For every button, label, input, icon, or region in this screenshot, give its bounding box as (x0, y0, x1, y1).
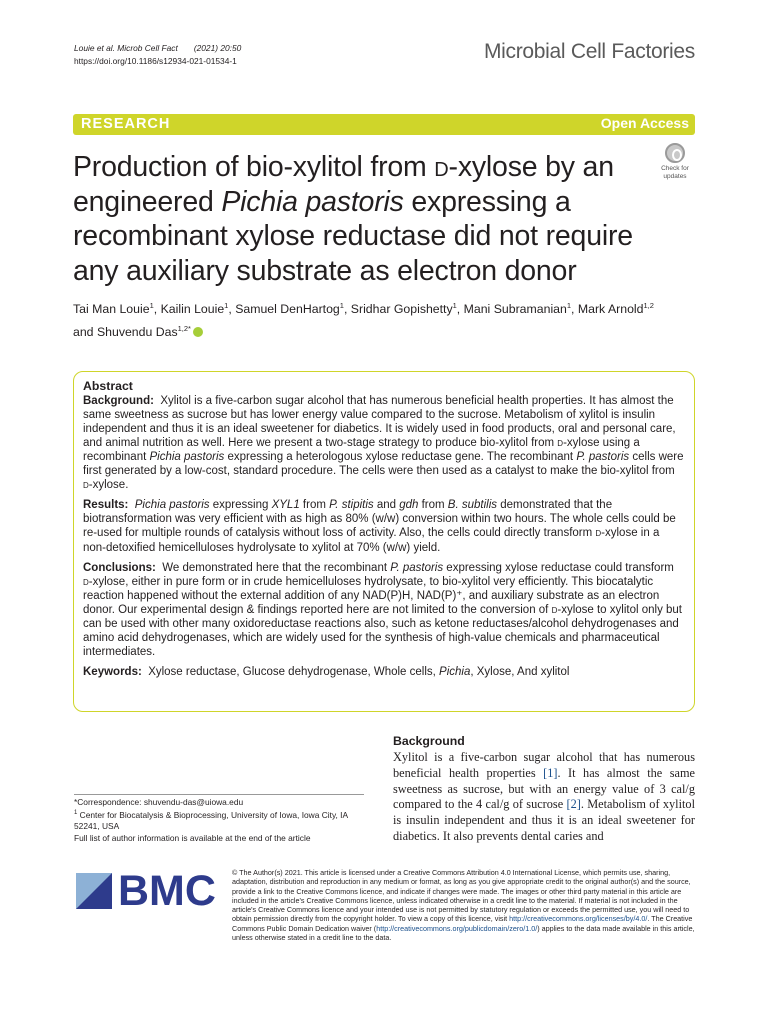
affiliation-note: $^1$ Center for Biocatalysis & Bioprocessing, University of Iowa, Iowa City, IA 52241, USA (74, 810, 348, 832)
author-list: Tai Man Louie$^1$, Kailin Louie$^1$, Samuel DenHartog$^1$, Sridhar Gopishetty$^1$, Mani Subramanian$^1$, Mark Arnold$^{1,2}$ and Shuvendu Das$^{1,2*}$ (73, 301, 654, 340)
doi-link[interactable]: https://doi.org/10.1186/s12934-021-01534-1 (74, 56, 237, 66)
license-link[interactable]: http://creativecommons.org/licenses/by/4.0/ (509, 914, 648, 924)
check-for-updates-badge[interactable] (655, 141, 695, 181)
author: Samuel DenHartog$^1$ (235, 301, 344, 317)
author: Tai Man Louie$^1$ (73, 301, 154, 317)
abstract-results: Results: Pichia pastoris expressing XYL1 from P. stipitis and gdh from B. subtilis demonstrated that the biotransformation was very efficient with as high as 80% (w/w) conversion within two hours. The whole cells could be re-used for multiple rounds of catalysis without loss of activity. Also, the cells could directly transform d-xylose in a non-detoxified hemicelluloses hydrolysate to xylitol at 70% (w/w) yield. (83, 499, 676, 554)
public-domain-link[interactable]: http://creativecommons.org/publicdomain/zero/1.0/ (376, 923, 538, 933)
abstract-conclusions: Conclusions: We demonstrated here that the recombinant P. pastoris expressing xylose reductase could transform d-xylose, either in pure form or in crude hemicelluloses hydrolysate, to bio-xylitol very efficiently. This biocatalytic reaction happened without the external addition of any NAD(P)H, NAD(P)⁺, and auxiliary substrate as an electron donor. Our experimental design & findings reported here are not limited to the conversion of d-xylose to xylitol only but can be used with other many oxidoreductase reactions also, such as ketone reductases/alcohol dehydrogenases and amino acid dehydrogenases, which are widely used for the synthesis of high-value chemicals and pharmaceutical intermediates. (83, 561, 682, 658)
license-text: © The Author(s) 2021. This article is licensed under a Creative Commons Attribution 4.0 International License, which permits use, sharing, adaptation, distribution and reproduction in any medium or format, as long as you give appropriate credit to the original author(s) and the source, provide a link to the Creative Commons licence, and indicate if changes were made. The images or other third party material in this article are included in the article's Creative Commons licence, unless indicated otherwise in a credit line to the material. If material is not included in the article's Creative Commons licence and your intended use is not permitted by statutory regulation or exceeds the permitted use, you will need to obtain permission directly from the copyright holder. To view a copy of this licence, visit http://creativecommons.org/licenses/by/4.0/. The Creative Commons Public Domain Dedication waiver (http://creativecommons.org/publicdomain/zero/1.0/) applies to the data made available in this article, unless otherwise stated in a credit line to the data. (232, 868, 695, 942)
reference-link[interactable]: [1] (543, 765, 558, 780)
author: Shuvendu Das$^{1,2*}$ (96, 324, 191, 340)
body-paragraph: Xylitol is a five-carbon sugar alcohol that has numerous beneficial health properties [1]. It has almost the same sweetness as sucrose, but with an energy value of 3 cal/g compared to the 4 cal/g of sucrose [2]. Metabolism of xylitol is insulin independent and thus it is an ideal sweetener for diabetics. It also prevents dental caries and (393, 750, 695, 843)
article-citation (74, 42, 257, 68)
section-label: RESEARCH (81, 116, 171, 132)
bmc-logo-text: BMC (118, 867, 216, 915)
open-access-label: Open Access (600, 115, 689, 131)
section-banner (73, 114, 695, 135)
article-title: Production of bio-xylitol from d-xylose by an engineered Pichia pastoris expressing a recombinant xylose reductase did not require any auxiliary substrate as electron donor (73, 151, 633, 287)
abstract-heading: Abstract (83, 379, 133, 393)
abstract-background: Background: Xylitol is a five-carbon sugar alcohol that has numerous beneficial health properties. It has almost the same sweetness as sucrose but has lower energy value compared to the sucrose. Metabolism of xylitol is insulin independent and thus it is an ideal sweetener for diabetics. It is widely used in food products, oral and personal care, and animal nutrition as well. Here we present a two-stage strategy to produce bio-xylitol from d-xylose using a recombinant Pichia pastoris expressing a heterologous xylose reductase gene. The recombinant P. pastoris cells were first generated by a low-cost, standard procedure. The cells were then used as a catalyst to make the bio-xylitol from d-xylose. (83, 395, 684, 492)
author: Kailin Louie$^1$ (160, 301, 229, 317)
bmc-logo-icon (76, 873, 112, 909)
author-info-note: Full list of author information is available at the end of the article (74, 832, 311, 843)
section-heading: Background (393, 734, 465, 748)
journal-name: Microbial Cell Factories (483, 40, 695, 63)
bmc-logo (76, 867, 216, 917)
orcid-icon[interactable] (193, 327, 203, 337)
correspondence-footnote (74, 794, 364, 844)
check-updates-label: Check for updates (661, 165, 689, 180)
abstract-keywords: Keywords: Xylose reductase, Glucose dehydrogenase, Whole cells, Pichia, Xylose, And xylitol (83, 665, 570, 678)
author: Mani Subramanian$^1$ (463, 301, 572, 317)
citation-authors: Louie et al. Microb Cell Fact (74, 43, 178, 53)
correspondence-email[interactable]: *Correspondence: shuvendu-das@uiowa.edu (74, 797, 244, 807)
author: Mark Arnold$^{1,2}$ (577, 301, 654, 317)
check-updates-icon (665, 143, 685, 163)
abstract-box (73, 371, 695, 712)
author: Sridhar Gopishetty$^1$ (350, 301, 457, 317)
citation-year: (2021) 20:50 (193, 43, 242, 53)
body-text-column (393, 734, 695, 845)
reference-link[interactable]: [2] (566, 797, 581, 812)
